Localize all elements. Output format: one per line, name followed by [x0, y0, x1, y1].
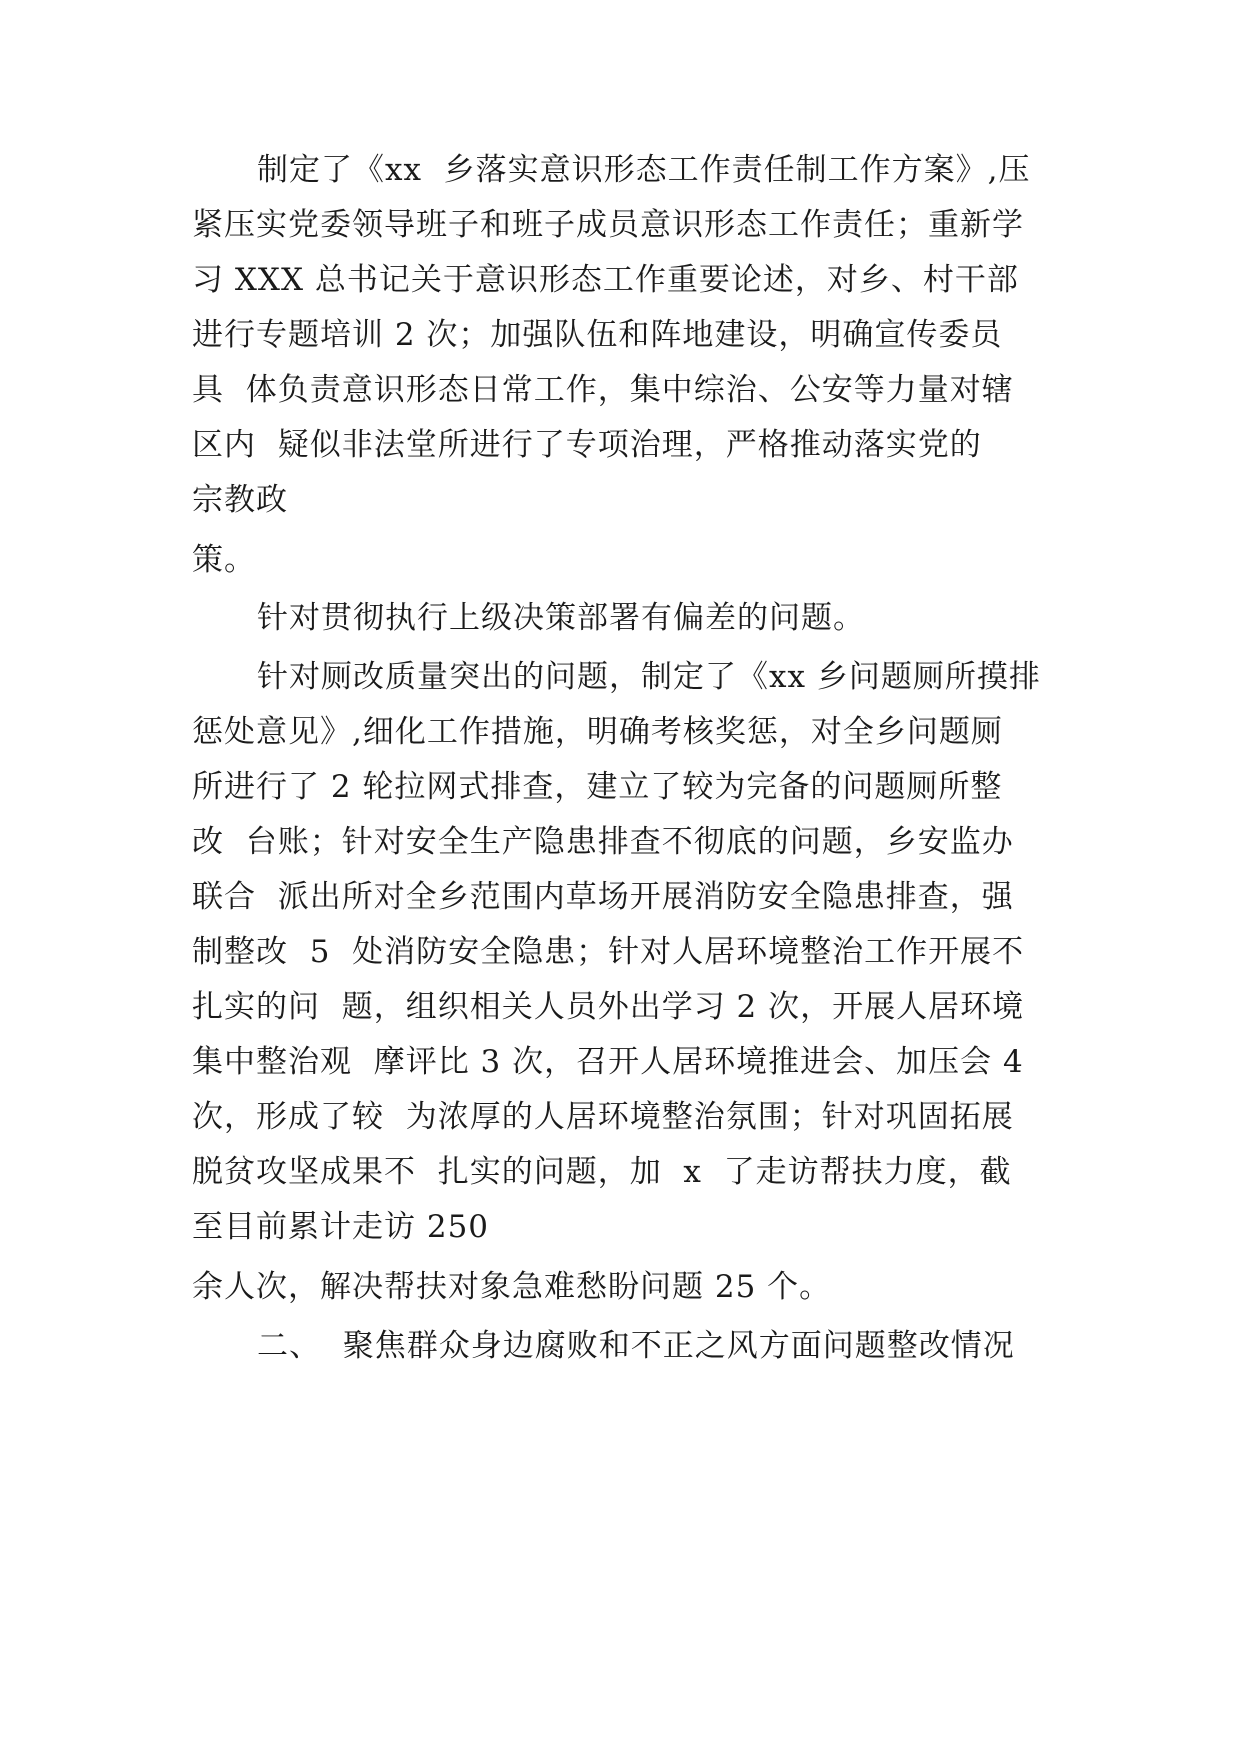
text-line: 策。	[192, 542, 256, 578]
text-line: 集中整治观 摩评比 3 次，召开人居环境推进会、加压会 4	[192, 1044, 1024, 1080]
text-line: 制定了《xx 乡落实意识形态工作责任制工作方案》,压	[257, 152, 1031, 188]
text-line: 惩处意见》,细化工作措施，明确考核奖惩，对全乡问题厕	[192, 714, 1003, 750]
text-line: 针对厕改质量突出的问题，制定了《xx 乡问题厕所摸排	[257, 659, 1041, 695]
text-line: 区内 疑似非法堂所进行了专项治理，严格推动落实党的	[192, 427, 982, 463]
text-line: 制整改 5 处消防安全隐患；针对人居环境整治工作开展不	[192, 934, 1025, 970]
text-line: 进行专题培训 2 次；加强队伍和阵地建设，明确宣传委员	[192, 317, 1003, 353]
text-line: 至目前累计走访 250	[192, 1209, 490, 1245]
section-heading: 二、 聚焦群众身边腐败和不正之风方面问题整改情况	[257, 1328, 1015, 1364]
text-line: 余人次，解决帮扶对象急难愁盼问题 25 个。	[192, 1269, 832, 1305]
text-line: 脱贫攻坚成果不 扎实的问题，加 x 了走访帮扶力度，截	[192, 1154, 1012, 1190]
text-line: 针对贯彻执行上级决策部署有偏差的问题。	[257, 600, 865, 636]
text-line: 紧压实党委领导班子和班子成员意识形态工作责任；重新学	[192, 207, 1024, 243]
text-line: 宗教政	[192, 482, 288, 518]
text-line: 所进行了 2 轮拉网式排查，建立了较为完备的问题厕所整	[192, 769, 1003, 805]
text-line: 次，形成了较 为浓厚的人居环境整治氛围；针对巩固拓展	[192, 1099, 1014, 1135]
text-line: 具 体负责意识形态日常工作，集中综治、公安等力量对辖	[192, 372, 1014, 408]
text-line: 扎实的问 题，组织相关人员外出学习 2 次，开展人居环境	[192, 989, 1025, 1025]
text-line: 习 XXX 总书记关于意识形态工作重要论述，对乡、村干部	[192, 262, 1019, 298]
text-line: 改 台账；针对安全生产隐患排查不彻底的问题，乡安监办	[192, 824, 1014, 860]
text-line: 联合 派出所对全乡范围内草场开展消防安全隐患排查，强	[192, 879, 1014, 915]
